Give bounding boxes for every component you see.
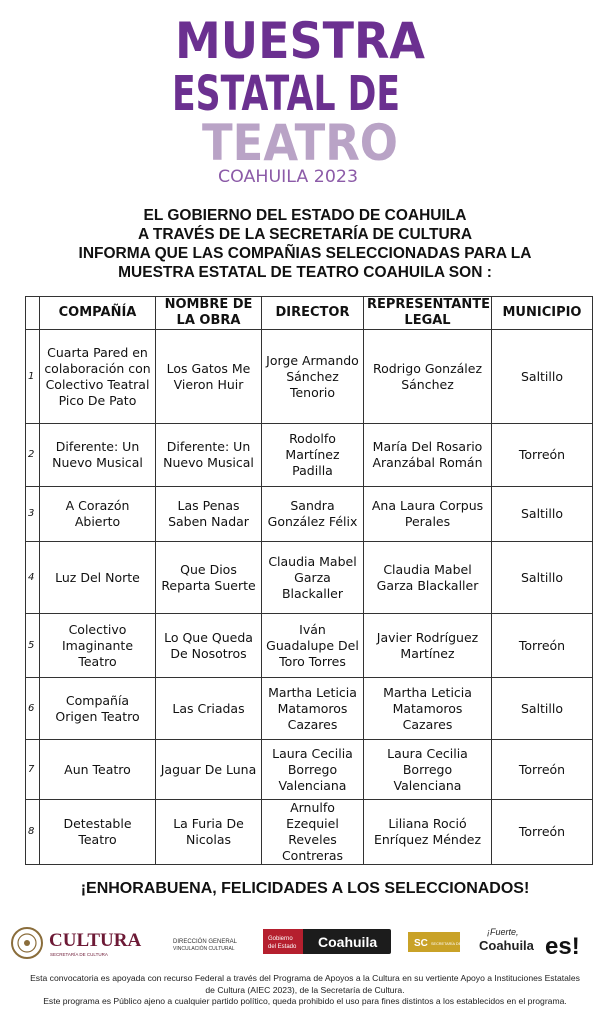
table-row xyxy=(26,614,593,678)
representative-cell: Liliana Roció Enríquez Méndez xyxy=(364,800,492,865)
header-work-line: NOMBRE DE xyxy=(164,297,253,312)
municipality-cell: Saltillo xyxy=(492,542,593,614)
municipality-cell: Torreón xyxy=(492,614,593,678)
municipality-cell: Torreón xyxy=(492,424,593,487)
director-cell: Claudia Mabel Garza Blackaller xyxy=(262,542,364,614)
representative-cell: María Del Rosario Aranzábal Román xyxy=(364,424,492,487)
selected-companies-table xyxy=(25,296,593,865)
row-number: 7 xyxy=(26,740,40,800)
work-cell: Jaguar De Luna xyxy=(156,740,262,800)
work-cell: Diferente: Un Nuevo Musical xyxy=(156,424,262,487)
row-number: 8 xyxy=(26,800,40,865)
table-row xyxy=(26,330,593,424)
director-cell: Rodolfo Martínez Padilla xyxy=(262,424,364,487)
company-cell: A Corazón Abierto xyxy=(40,487,156,542)
dg-logo-line: VINCULACIÓN CULTURAL xyxy=(173,946,235,952)
work-cell: Las Criadas xyxy=(156,678,262,740)
announcement-heading xyxy=(0,206,610,282)
heading-line: A TRAVÉS DE LA SECRETARÍA DE CULTURA xyxy=(137,226,473,243)
footer-line: Este programa es Público ajeno a cualquier partido político, queda prohibido el uso para fines distintos a los establecidos en el programa. xyxy=(43,996,567,1006)
es-logo: es! xyxy=(545,933,580,960)
row-number: 1 xyxy=(26,330,40,424)
work-cell: Que Dios Reparta Suerte xyxy=(156,542,262,614)
work-cell: Lo Que Queda De Nosotros xyxy=(156,614,262,678)
municipality-cell: Saltillo xyxy=(492,678,593,740)
company-cell: Compañía Origen Teatro xyxy=(40,678,156,740)
header-director: DIRECTOR xyxy=(262,297,364,330)
coahuila-logo: Coahuila xyxy=(318,934,378,950)
footer-line: de Cultura (AIEC 2023), de la Secretaría de Cultura. xyxy=(205,984,405,995)
municipality-cell: Torreón xyxy=(492,740,593,800)
heading-line: MUESTRA ESTATAL DE TEATRO COAHUILA SON : xyxy=(118,264,492,281)
row-number: 3 xyxy=(26,487,40,542)
header-representative xyxy=(364,297,492,330)
header-representative-line: REPRESENTANTE xyxy=(367,297,490,312)
event-logo xyxy=(0,0,610,200)
header-work-line: LA OBRA xyxy=(176,313,241,328)
company-cell: Diferente: Un Nuevo Musical xyxy=(40,424,156,487)
representative-cell: Javier Rodríguez Martínez xyxy=(364,614,492,678)
table-row xyxy=(26,740,593,800)
heading-line: INFORMA QUE LAS COMPAÑIAS SELECCIONADAS PARA LA xyxy=(78,245,532,262)
logo-line1: MUESTRA xyxy=(175,12,426,70)
director-cell: Arnulfo Ezequiel Reveles Contreras xyxy=(262,800,364,865)
work-cell: La Furia De Nicolas xyxy=(156,800,262,865)
logo-subtitle: COAHUILA 2023 xyxy=(218,167,358,187)
representative-cell: Rodrigo González Sánchez xyxy=(364,330,492,424)
dg-logo-line: DIRECCIÓN GENERAL xyxy=(173,939,238,945)
header-work xyxy=(156,297,262,330)
table-row xyxy=(26,487,593,542)
company-cell: Detestable Teatro xyxy=(40,800,156,865)
cultura-logo: CULTURA xyxy=(49,930,142,951)
municipality-cell: Saltillo xyxy=(492,330,593,424)
sponsor-logos-graphic xyxy=(0,918,610,968)
municipality-cell: Torreón xyxy=(492,800,593,865)
work-cell: Las Penas Saben Nadar xyxy=(156,487,262,542)
director-cell: Jorge Armando Sánchez Tenorio xyxy=(262,330,364,424)
congratulations-message: ¡ENHORABUENA, FELICIDADES A LOS SELECCIONADOS! xyxy=(80,880,530,897)
director-cell: Iván Guadalupe Del Toro Torres xyxy=(262,614,364,678)
sc-logo: SC xyxy=(414,938,428,949)
footer-disclaimer xyxy=(0,973,610,1008)
representative-cell: Laura Cecilia Borrego Valenciana xyxy=(364,740,492,800)
table-row xyxy=(26,800,593,865)
cultura-sub-logo: SECRETARÍA DE CULTURA xyxy=(50,952,108,957)
work-cell: Los Gatos Me Vieron Huir xyxy=(156,330,262,424)
table-row xyxy=(26,424,593,487)
row-number: 6 xyxy=(26,678,40,740)
footer-line: Esta convocatoria es apoyada con recurso Federal a través del Programa de Apoyos a la Cultura en su vertiente Apoyo a Instituciones Estatales xyxy=(30,973,580,983)
logo-line2: ESTATAL DE xyxy=(172,66,400,122)
representative-cell: Claudia Mabel Garza Blackaller xyxy=(364,542,492,614)
cultura-seal-icon xyxy=(12,928,42,958)
header-representative-line: LEGAL xyxy=(404,313,451,328)
fuerte-logo-line: Coahuila xyxy=(479,938,534,953)
representative-cell: Ana Laura Corpus Perales xyxy=(364,487,492,542)
company-cell: Colectivo Imaginante Teatro xyxy=(40,614,156,678)
event-logo-graphic xyxy=(0,0,610,200)
row-number: 2 xyxy=(26,424,40,487)
sponsor-logos xyxy=(0,918,610,968)
header-municipality: MUNICIPIO xyxy=(492,297,593,330)
fuerte-logo-line: ¡Fuerte, xyxy=(487,927,519,937)
company-cell: Cuarta Pared en colaboración con Colectivo Teatral Pico De Pato xyxy=(40,330,156,424)
director-cell: Sandra González Félix xyxy=(262,487,364,542)
table-row xyxy=(26,678,593,740)
heading-line: EL GOBIERNO DEL ESTADO DE COAHUILA xyxy=(143,207,467,224)
municipality-cell: Saltillo xyxy=(492,487,593,542)
table-header-row xyxy=(26,297,593,330)
row-number: 4 xyxy=(26,542,40,614)
director-cell: Martha Leticia Matamoros Cazares xyxy=(262,678,364,740)
representative-cell: Martha Leticia Matamoros Cazares xyxy=(364,678,492,740)
director-cell: Laura Cecilia Borrego Valenciana xyxy=(262,740,364,800)
logo-line3: TEATRO xyxy=(202,114,398,172)
gobierno-logo-line: Gobierno xyxy=(268,936,293,942)
company-cell: Aun Teatro xyxy=(40,740,156,800)
row-number: 5 xyxy=(26,614,40,678)
company-cell: Luz Del Norte xyxy=(40,542,156,614)
table-row xyxy=(26,542,593,614)
header-company: COMPAÑÍA xyxy=(40,297,156,330)
gobierno-logo-line: del Estado xyxy=(268,944,297,950)
sc-sub-logo: SECRETARÍA DE CULTURA xyxy=(431,942,480,946)
header-number xyxy=(26,297,40,330)
